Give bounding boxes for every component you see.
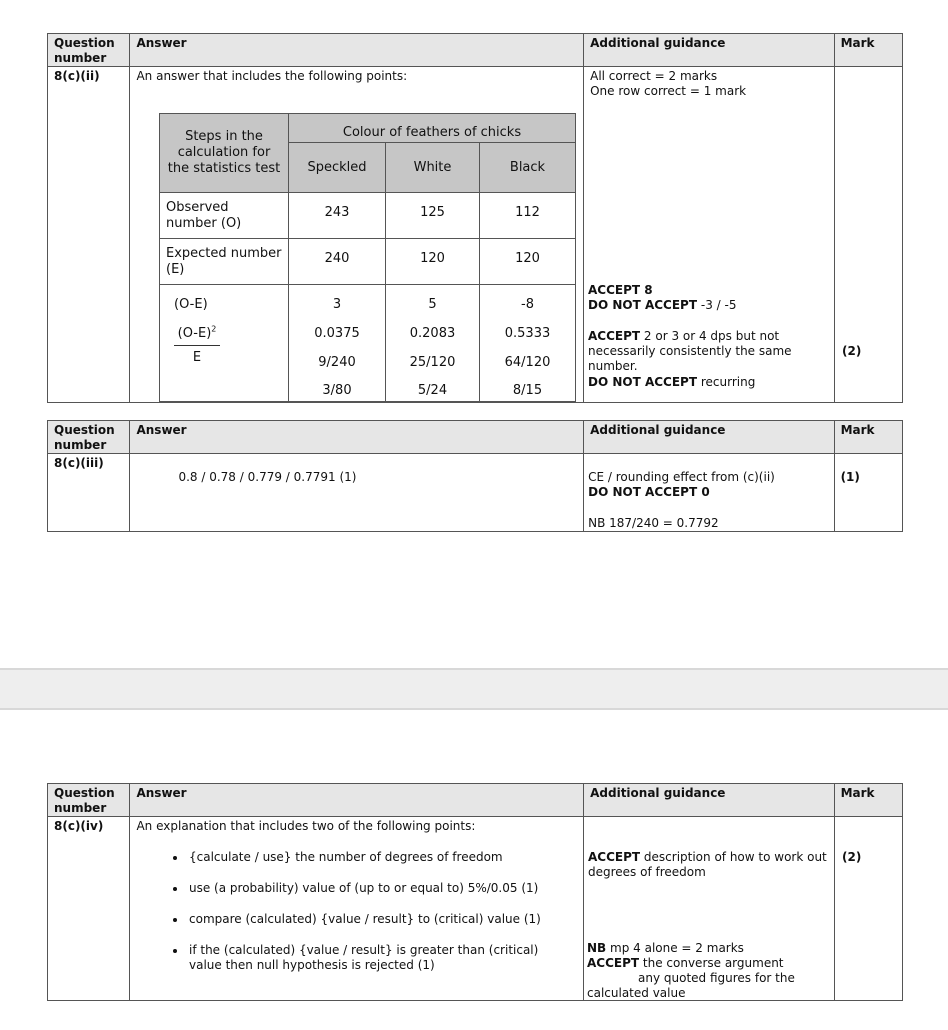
expected-label: Expected number (E) <box>160 239 289 285</box>
calc-label-cell <box>160 285 289 402</box>
guidance-dna-0: DO NOT ACCEPT 0 <box>588 485 710 499</box>
header-guidance: Additional guidance <box>584 34 834 67</box>
mark-value: (1) <box>834 454 902 532</box>
guidance-ce: CE / rounding effect from (c)(ii) <box>588 470 775 484</box>
chi-numerator: $(O-E)^2$ <box>174 326 220 346</box>
guidance-all-correct: All correct = 2 marks <box>590 69 718 83</box>
calc-speckled: 3 0.0375 9/240 3/80 <box>289 285 386 402</box>
chi-fraction <box>174 326 220 366</box>
mark-scheme-table-8ciii <box>47 420 903 532</box>
header-mark: Mark <box>834 34 902 67</box>
question-number: 8(c)(ii) <box>48 67 130 403</box>
question-number: 8(c)(iv) <box>48 817 130 1001</box>
guidance-dna-recurring: DO NOT ACCEPT recurring <box>588 375 756 389</box>
header-guidance: Additional guidance <box>584 421 834 454</box>
col-black: Black <box>480 143 576 193</box>
header-guidance: Additional guidance <box>584 784 834 817</box>
calc-white: 5 0.2083 25/120 5/24 <box>386 285 480 402</box>
colour-header: Colour of feathers of chicks <box>289 114 576 143</box>
calc-black: -8 0.5333 64/120 8/15 <box>480 285 576 402</box>
mark-value: (2) <box>842 344 862 358</box>
guidance-cell <box>584 454 834 532</box>
list-item: • {calculate / use} the number of degrees of freedom <box>187 850 567 865</box>
guidance-nb-mp4: NB mp 4 alone = 2 marks ACCEPT the converse argument any quoted figures for the calculated value <box>587 941 795 1000</box>
diff-label: (O-E) <box>174 297 208 312</box>
mark-value: (2) <box>842 850 862 864</box>
page-break-gap <box>0 668 948 710</box>
col-white: White <box>386 143 480 193</box>
header-answer: Answer <box>130 34 584 67</box>
observed-label: Observed number (O) <box>160 193 289 239</box>
chi-squared-steps-table <box>159 113 576 402</box>
chi-denominator: E <box>192 350 202 365</box>
header-mark: Mark <box>834 784 902 817</box>
guidance-one-row: One row correct = 1 mark <box>590 84 747 98</box>
observed-white: 125 <box>386 193 480 239</box>
list-item: • if the (calculated) {value / result} is greater than (critical) value then null hypothesis is rejected (1) <box>187 943 567 973</box>
expected-white: 120 <box>386 239 480 285</box>
answer-bullet-list <box>171 850 567 973</box>
header-question-number: Question number <box>48 34 130 67</box>
observed-speckled: 243 <box>289 193 386 239</box>
header-answer: Answer <box>130 784 584 817</box>
guidance-accept-dps: ACCEPT 2 or 3 or 4 dps but not necessarily consistently the same number. <box>588 329 792 373</box>
guidance-nb: NB 187/240 = 0.7792 <box>588 516 719 530</box>
answer-intro: An explanation that includes two of the following points: <box>136 819 476 833</box>
col-speckled: Speckled <box>289 143 386 193</box>
answer-cell <box>130 454 584 532</box>
expected-black: 120 <box>480 239 576 285</box>
question-number: 8(c)(iii) <box>48 454 130 532</box>
answer-intro: An answer that includes the following points: <box>136 69 408 83</box>
header-answer: Answer <box>130 421 584 454</box>
header-mark: Mark <box>834 421 902 454</box>
list-item: • use (a probability) value of (up to or equal to) 5%/0.05 (1) <box>187 881 567 896</box>
header-question-number: Question number <box>48 784 130 817</box>
steps-header: Steps in the calculation for the statistics test <box>160 114 289 193</box>
mark-cell <box>834 817 902 1001</box>
list-item: • compare (calculated) {value / result} to (critical) value (1) <box>187 912 567 927</box>
expected-speckled: 240 <box>289 239 386 285</box>
header-question-number: Question number <box>48 421 130 454</box>
answer-values: 0.8 / 0.78 / 0.779 / 0.7791 (1) <box>178 470 357 484</box>
guidance-accept-8: ACCEPT 8 DO NOT ACCEPT -3 / -5 <box>588 283 737 312</box>
observed-black: 112 <box>480 193 576 239</box>
guidance-accept-desc: ACCEPT description of how to work out degrees of freedom <box>588 850 827 879</box>
